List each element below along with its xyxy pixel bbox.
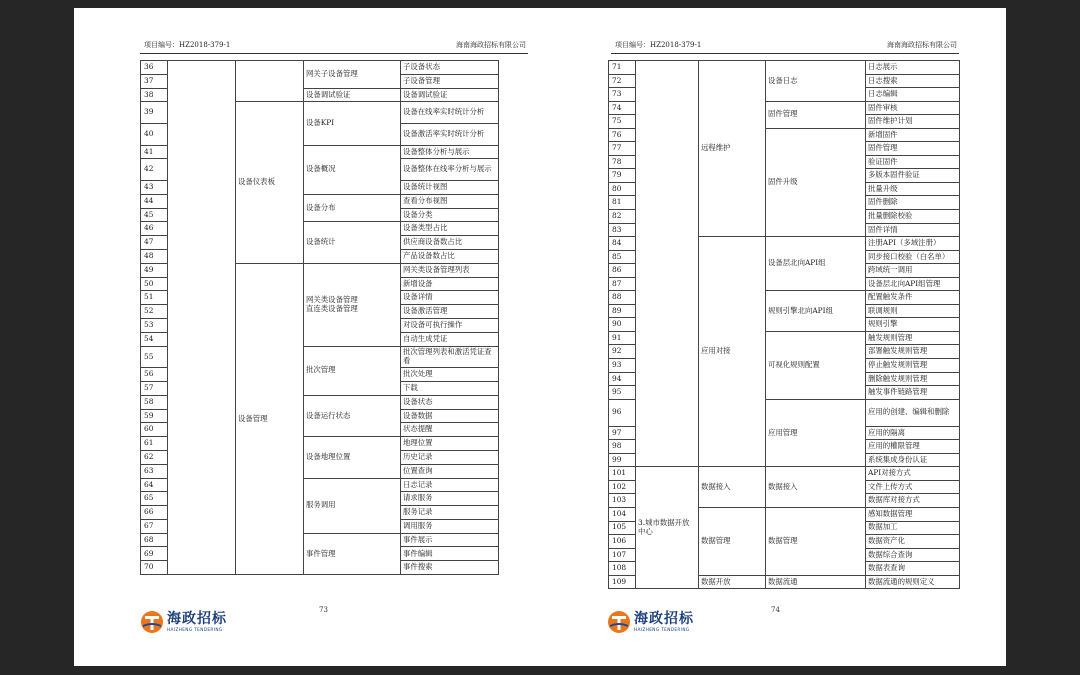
row-number-cell: 107 [609,549,636,563]
row-number-cell: 55 [141,347,168,369]
subcategory-cell: 设备层北向API组 [766,237,866,291]
module-cell [636,61,699,467]
subcategory-cell: 应用管理 [766,400,866,468]
row-number-cell: 104 [609,508,636,522]
row-number-cell: 42 [141,159,168,181]
feature-cell: 子设备状态 [401,61,499,75]
feature-cell: 自动生成凭证 [401,333,499,347]
feature-cell: 数据综合查询 [866,549,960,563]
feature-cell: 供应商设备数占比 [401,236,499,250]
row-number-cell: 67 [141,520,168,534]
logo-text: 海政招标 [167,610,227,627]
row-number-cell: 48 [141,250,168,264]
feature-cell: 产品设备数占比 [401,250,499,264]
page-number: 73 [319,606,328,614]
row-number-cell: 43 [141,181,168,195]
category-cell: 数据接入 [699,467,766,508]
feature-cell: 固件管理 [866,142,960,156]
requirements-table [140,60,499,575]
project-number: 项目编号：HZ2018-379-1 [144,41,231,49]
row-number-cell: 71 [609,61,636,75]
feature-cell: 设备调试验证 [401,89,499,103]
feature-cell: 服务记录 [401,506,499,520]
feature-cell: 触发规则管理 [866,332,960,346]
row-number-cell: 53 [141,319,168,333]
feature-cell: 应用的權限管理 [866,440,960,454]
row-number-cell: 56 [141,368,168,382]
row-number-cell: 109 [609,576,636,590]
row-number-cell: 44 [141,195,168,209]
row-number-cell: 89 [609,305,636,319]
feature-cell: 日志搜索 [866,75,960,89]
row-number-cell: 84 [609,237,636,251]
subcategory-cell: 固件管理 [766,102,866,129]
row-number-cell: 46 [141,222,168,236]
feature-cell: 规则引擎 [866,318,960,332]
feature-cell: 批量升级 [866,183,960,197]
left-page [134,8,534,666]
row-number-cell: 64 [141,479,168,493]
header-divider [140,53,528,54]
feature-cell: 下载 [401,382,499,396]
feature-cell: 删除触发规则管理 [866,373,960,387]
page-header [134,40,534,52]
subcategory-cell: 设备统计 [304,222,401,263]
row-number-cell: 72 [609,75,636,89]
feature-cell: 应用的隔离 [866,427,960,441]
row-number-cell: 98 [609,440,636,454]
row-number-cell: 103 [609,494,636,508]
row-number-cell: 58 [141,396,168,410]
company-logo [607,608,715,636]
logo-subtext: HAIZHENG TENDERING [167,626,223,632]
feature-cell: 日志记录 [401,479,499,493]
row-number-cell: 79 [609,169,636,183]
row-number-cell: 39 [141,102,168,124]
feature-cell: 批次管理列表和激活凭证查看 [401,347,499,369]
row-number-cell: 99 [609,454,636,468]
feature-cell: 固件维护计划 [866,115,960,129]
logo-subtext: HAIZHENG TENDERING [634,626,690,632]
company-name: 海南海政招标有限公司 [887,41,957,49]
feature-cell: 固件审核 [866,102,960,116]
feature-cell: 设备整体分析与展示 [401,146,499,160]
row-number-cell: 88 [609,291,636,305]
row-number-cell: 105 [609,522,636,536]
feature-cell: 新增固件 [866,129,960,143]
feature-cell: 设备数据 [401,410,499,424]
document-viewer-page [74,8,1006,666]
feature-cell: 设备详情 [401,291,499,305]
subcategory-cell: 批次管理 [304,347,401,396]
feature-cell: 联调规则 [866,305,960,319]
feature-cell: 数据表查询 [866,562,960,576]
row-number-cell: 91 [609,332,636,346]
feature-cell: 事件展示 [401,534,499,548]
subcategory-cell: 数据流通 [766,576,866,590]
subcategory-cell: 固件升级 [766,129,866,237]
row-number-cell: 93 [609,359,636,373]
row-number-cell: 70 [141,561,168,575]
header-divider [611,53,959,54]
row-number-cell: 95 [609,386,636,400]
page-header [605,40,965,52]
row-number-cell: 62 [141,451,168,465]
feature-cell: 日志展示 [866,61,960,75]
feature-cell: 验证固件 [866,156,960,170]
row-number-cell: 47 [141,236,168,250]
subcategory-cell: 数据接入 [766,467,866,508]
feature-cell: 批次处理 [401,368,499,382]
category-cell: 设备仪表板 [236,102,304,263]
feature-cell: 地理位置 [401,437,499,451]
row-number-cell: 80 [609,183,636,197]
row-number-cell: 85 [609,251,636,265]
subcategory-cell: 数据管理 [766,508,866,576]
category-cell: 数据管理 [699,508,766,576]
row-number-cell: 96 [609,400,636,427]
row-number-cell: 90 [609,318,636,332]
row-number-cell: 66 [141,506,168,520]
feature-cell: 数据流通的规则定义 [866,576,960,590]
requirements-table [608,60,960,589]
project-number: 项目编号：HZ2018-379-1 [615,41,702,49]
row-number-cell: 75 [609,115,636,129]
subcategory-cell: 设备分布 [304,195,401,223]
row-number-cell: 86 [609,264,636,278]
row-number-cell: 74 [609,102,636,116]
feature-cell: 系统集成身份认证 [866,454,960,468]
feature-cell: 文件上传方式 [866,481,960,495]
subcategory-cell: 规则引擎北向API组 [766,291,866,332]
row-number-cell: 51 [141,291,168,305]
feature-cell: 设备整体在线率分析与展示 [401,159,499,181]
row-number-cell: 82 [609,210,636,224]
feature-cell: 网关类设备管理列表 [401,264,499,278]
row-number-cell: 36 [141,61,168,75]
feature-cell: 设备状态 [401,396,499,410]
feature-cell: 跨域统一调用 [866,264,960,278]
row-number-cell: 59 [141,410,168,424]
feature-cell: 设备分类 [401,209,499,223]
company-name: 海南海政招标有限公司 [456,41,526,49]
feature-cell: 对设备可执行操作 [401,319,499,333]
row-number-cell: 97 [609,427,636,441]
category-cell: 应用对接 [699,237,766,467]
row-number-cell: 60 [141,423,168,437]
subcategory-cell: 设备地理位置 [304,437,401,478]
row-number-cell: 54 [141,333,168,347]
feature-cell: 设备在线率实时统计分析 [401,102,499,124]
subcategory-cell: 设备KPI [304,102,401,145]
subcategory-cell: 网关类设备管理 直连类设备管理 [304,264,401,347]
logo-emblem-icon [140,610,164,634]
feature-cell: 注册API（多域注册） [866,237,960,251]
subcategory-cell: 设备日志 [766,61,866,102]
feature-cell: 部署触发规则管理 [866,345,960,359]
feature-cell: 新增设备 [401,278,499,292]
feature-cell: 同步接口校验（白名单） [866,251,960,265]
subcategory-cell: 设备调试验证 [304,89,401,103]
feature-cell: 设备激活率实时统计分析 [401,124,499,146]
row-number-cell: 45 [141,209,168,223]
row-number-cell: 92 [609,345,636,359]
feature-cell: 停止触发规则管理 [866,359,960,373]
row-number-cell: 106 [609,535,636,549]
row-number-cell: 76 [609,129,636,143]
subcategory-cell: 可视化规则配置 [766,332,866,400]
feature-cell: 位置查询 [401,465,499,479]
subcategory-cell: 网关子设备管理 [304,61,401,89]
row-number-cell: 37 [141,75,168,89]
module-cell: 3.城市数据开放中心 [636,467,699,589]
row-number-cell: 78 [609,156,636,170]
row-number-cell: 65 [141,492,168,506]
row-number-cell: 87 [609,278,636,292]
category-cell [236,61,304,102]
row-number-cell: 49 [141,264,168,278]
company-logo [140,608,248,636]
row-number-cell: 41 [141,146,168,160]
feature-cell: 调用服务 [401,520,499,534]
feature-cell: 固件删除 [866,196,960,210]
category-cell: 数据开放 [699,576,766,590]
feature-cell: API对接方式 [866,467,960,481]
feature-cell: 事件搜索 [401,561,499,575]
subcategory-cell: 服务调用 [304,479,401,534]
feature-cell: 历史记录 [401,451,499,465]
feature-cell: 设备统计视图 [401,181,499,195]
category-cell: 设备管理 [236,264,304,575]
feature-cell: 设备类型占比 [401,222,499,236]
feature-cell: 感知数据管理 [866,508,960,522]
feature-cell: 应用的创建、编辑和删除 [866,400,960,427]
feature-cell: 数据库对接方式 [866,494,960,508]
row-number-cell: 73 [609,88,636,102]
logo-text: 海政招标 [634,610,694,627]
feature-cell: 数据资产化 [866,535,960,549]
row-number-cell: 57 [141,382,168,396]
right-page [605,8,965,666]
row-number-cell: 102 [609,481,636,495]
feature-cell: 设备层北向API组管理 [866,278,960,292]
feature-cell: 固件详情 [866,224,960,238]
feature-cell: 状态提醒 [401,423,499,437]
subcategory-cell: 设备运行状态 [304,396,401,437]
subcategory-cell: 设备概况 [304,146,401,195]
feature-cell: 查看分布视图 [401,195,499,209]
row-number-cell: 68 [141,534,168,548]
module-cell [168,61,236,575]
feature-cell: 设备激活管理 [401,305,499,319]
feature-cell: 数据加工 [866,522,960,536]
feature-cell: 触发事件链路管理 [866,386,960,400]
row-number-cell: 69 [141,547,168,561]
row-number-cell: 61 [141,437,168,451]
row-number-cell: 81 [609,196,636,210]
page-number: 74 [771,606,780,614]
row-number-cell: 38 [141,89,168,103]
row-number-cell: 63 [141,465,168,479]
feature-cell: 子设备管理 [401,75,499,89]
logo-emblem-icon [607,610,631,634]
row-number-cell: 101 [609,467,636,481]
feature-cell: 批量删除校验 [866,210,960,224]
feature-cell: 事件编辑 [401,547,499,561]
category-cell: 远程维护 [699,61,766,237]
row-number-cell: 40 [141,124,168,146]
row-number-cell: 50 [141,278,168,292]
feature-cell: 请求服务 [401,492,499,506]
row-number-cell: 94 [609,373,636,387]
row-number-cell: 108 [609,562,636,576]
row-number-cell: 52 [141,305,168,319]
feature-cell: 日志编辑 [866,88,960,102]
feature-cell: 多版本固件验证 [866,169,960,183]
row-number-cell: 83 [609,224,636,238]
row-number-cell: 77 [609,142,636,156]
feature-cell: 配置触发条件 [866,291,960,305]
subcategory-cell: 事件管理 [304,534,401,575]
